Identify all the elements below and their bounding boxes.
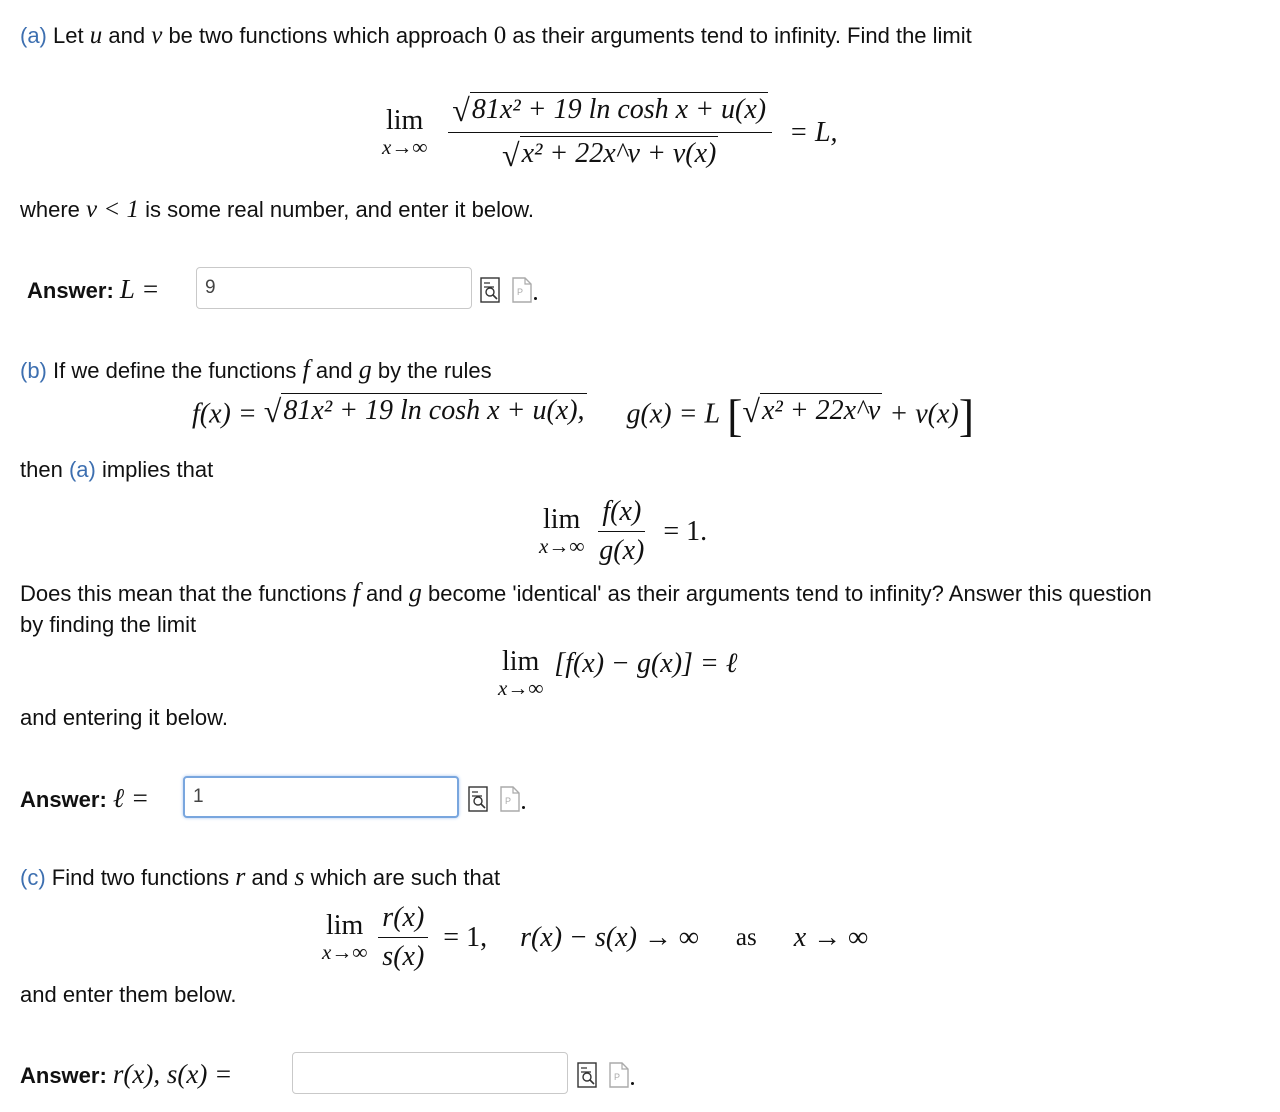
part-b-question: Does this mean that the functions f and g become 'identical' as their arguments tend to infinity? Answer this question: [20, 578, 1152, 607]
equation-editor-icon[interactable]: [577, 1062, 597, 1088]
part-c-answer-label: Answer: r(x), s(x) =: [20, 1059, 233, 1089]
part-b-definitions: f(x) = √ 81x² + 19 ln cosh x + u(x), g(x) = L [ √ x² + 22x^ν + v(x)]: [192, 390, 975, 441]
part-c-prompt: (c) Find two functions r and s which are such that: [20, 862, 501, 891]
svg-text:P: P: [614, 1072, 621, 1082]
denominator: x² + 22x^ν + v(x): [521, 138, 717, 170]
part-b-label: (b): [20, 358, 47, 383]
answer-input-rs[interactable]: [292, 1052, 568, 1094]
numerator: 81x² + 19 ln cosh x + u(x): [471, 94, 767, 125]
preview-icon[interactable]: [500, 786, 520, 812]
limit-fraction: √ 81x² + 19 ln cosh x + u(x) √ x² + 22x^ν + v(x): [448, 92, 772, 174]
part-b-difference-limit: lim x→∞ [f(x) − g(x)] = ℓ: [498, 646, 738, 700]
part-a-answer-label: Answer: L =: [27, 274, 160, 304]
part-a-prompt: (a) Let u and v be two functions which approach 0 as their arguments tend to infinity. Find the limit: [20, 22, 972, 49]
svg-text:P: P: [505, 796, 512, 806]
part-b-ratio-limit: lim x→∞ $\frac{f(x)}{g(x)}$ = 1.: [539, 496, 708, 567]
part-b-answer-label: Answer: ℓ =: [20, 783, 150, 813]
equation-editor-icon[interactable]: [468, 786, 488, 812]
limit-operator: lim x→∞: [382, 105, 428, 160]
equation-editor-icon[interactable]: [480, 277, 500, 303]
preview-icon[interactable]: [609, 1062, 629, 1088]
part-a-where-text: where ν < 1 is some real number, and enter it below.: [20, 196, 535, 223]
part-c-conditions: lim x→∞ $\frac{r(x)}{s(x)}$ = 1, r(x) − s(x) → ∞ as x → ∞: [322, 902, 869, 973]
part-b-entering-text: and entering it below.: [20, 705, 228, 730]
answer-input-ell[interactable]: [183, 776, 459, 818]
icon-dot: [522, 806, 525, 809]
part-b-then-text: then (a) implies that: [20, 457, 214, 482]
part-c-enter-text: and enter them below.: [20, 982, 237, 1007]
svg-text:P: P: [517, 287, 524, 297]
part-a-limit-equation: [382, 92, 838, 174]
part-b-question-line2: by finding the limit: [20, 612, 197, 637]
icon-dot: [631, 1082, 634, 1085]
limit-rhs: = L,: [789, 116, 838, 148]
answer-input-l[interactable]: [196, 267, 472, 309]
icon-dot: [534, 297, 537, 300]
part-c-label: (c): [20, 865, 46, 890]
preview-icon[interactable]: [512, 277, 532, 303]
part-b-prompt: (b) If we define the functions f and g by the rules: [20, 355, 492, 384]
part-a-label: (a): [20, 23, 47, 48]
